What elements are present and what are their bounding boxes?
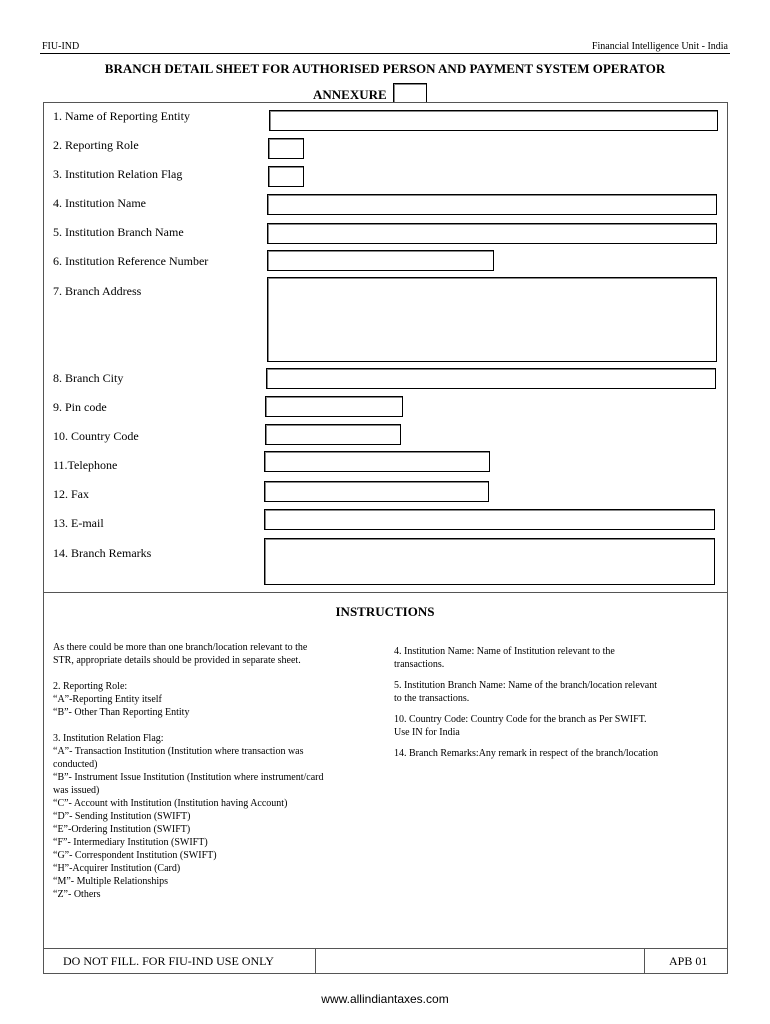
- footer-form-code: APB 01: [669, 954, 708, 968]
- instruction-line: 10. Country Code: Country Code for the branch as Per SWIFT.: [394, 714, 647, 725]
- input-institution-reference-number[interactable]: [267, 250, 494, 271]
- instruction-line: “A”- Transaction Institution (Institution where transaction was: [53, 746, 304, 757]
- footer-divider-right: [644, 948, 645, 973]
- label-branch-city: 8. Branch City: [53, 371, 124, 385]
- website-link[interactable]: www.allindiantaxes.com: [321, 992, 449, 1006]
- header-rule: [40, 53, 730, 54]
- instruction-line: As there could be more than one branch/location relevant to the: [53, 642, 308, 653]
- instruction-line: to the transactions.: [394, 693, 470, 704]
- instruction-line: “M”- Multiple Relationships: [53, 876, 168, 887]
- instruction-line: “E”-Ordering Institution (SWIFT): [53, 824, 191, 835]
- instruction-spacer: [394, 671, 724, 679]
- footer-divider-left: [315, 948, 316, 973]
- input-branch-city[interactable]: [266, 368, 716, 389]
- instruction-spacer: [394, 739, 724, 747]
- input-institution-relation-flag[interactable]: [268, 166, 304, 187]
- instruction-line: 4. Institution Name: Name of Institution relevant to the: [394, 646, 615, 657]
- input-pin-code[interactable]: [265, 396, 403, 417]
- instructions-left-column: [53, 641, 363, 901]
- instruction-line: 2. Reporting Role:: [53, 681, 128, 692]
- instruction-line: STR, appropriate details should be provided in separate sheet.: [53, 655, 301, 666]
- input-email[interactable]: [264, 509, 715, 530]
- instruction-spacer: [53, 667, 363, 680]
- instruction-line: transactions.: [394, 659, 445, 670]
- instruction-line: 3. Institution Relation Flag:: [53, 733, 164, 744]
- instruction-line: “B”- Instrument Issue Institution (Institution where instrument/card: [53, 772, 324, 783]
- header-left: FIU-IND: [42, 41, 80, 52]
- section-divider: [43, 592, 728, 593]
- input-reporting-role[interactable]: [268, 138, 304, 159]
- instruction-line: “D”- Sending Institution (SWIFT): [53, 811, 191, 822]
- label-telephone: 11.Telephone: [53, 458, 118, 472]
- footer-rule: [43, 948, 728, 949]
- instruction-line: “Z”- Others: [53, 889, 101, 900]
- instruction-line: Use IN for India: [394, 727, 460, 738]
- input-fax[interactable]: [264, 481, 489, 502]
- label-fax: 12. Fax: [53, 487, 89, 501]
- input-branch-remarks[interactable]: [264, 538, 715, 585]
- footer-fiu-use-only: DO NOT FILL. FOR FIU-IND USE ONLY: [63, 954, 274, 968]
- instruction-line: 14. Branch Remarks:Any remark in respect of the branch/location: [394, 748, 659, 759]
- input-name-of-reporting-entity[interactable]: [269, 110, 718, 131]
- label-institution-reference-number: 6. Institution Reference Number: [53, 254, 209, 268]
- label-institution-name: 4. Institution Name: [53, 196, 146, 210]
- input-branch-address[interactable]: [267, 277, 717, 362]
- header-right: Financial Intelligence Unit - India: [591, 41, 728, 52]
- annexure-input[interactable]: [393, 83, 427, 103]
- label-branch-address: 7. Branch Address: [53, 284, 142, 298]
- input-institution-name[interactable]: [267, 194, 717, 215]
- input-telephone[interactable]: [264, 451, 490, 472]
- instruction-line: “B”- Other Than Reporting Entity: [53, 707, 190, 718]
- label-institution-branch-name: 5. Institution Branch Name: [53, 225, 184, 239]
- label-reporting-role: 2. Reporting Role: [53, 138, 139, 152]
- instruction-spacer: [53, 719, 363, 732]
- label-pin-code: 9. Pin code: [53, 400, 107, 414]
- annexure-label: ANNEXURE: [313, 87, 387, 102]
- label-country-code: 10. Country Code: [53, 429, 139, 443]
- instruction-line: “A”-Reporting Entity itself: [53, 694, 162, 705]
- instruction-line: “H”-Acquirer Institution (Card): [53, 863, 181, 874]
- input-country-code[interactable]: [265, 424, 401, 445]
- label-email: 13. E-mail: [53, 516, 104, 530]
- instruction-line: 5. Institution Branch Name: Name of the branch/location relevant: [394, 680, 657, 691]
- instruction-line: “C”- Account with Institution (Institution having Account): [53, 798, 288, 809]
- label-name-of-reporting-entity: 1. Name of Reporting Entity: [53, 109, 190, 123]
- instruction-line: “F”- Intermediary Institution (SWIFT): [53, 837, 208, 848]
- label-branch-remarks: 14. Branch Remarks: [53, 546, 152, 560]
- instruction-line: conducted): [53, 759, 98, 770]
- instruction-line: “G”- Correspondent Institution (SWIFT): [53, 850, 217, 861]
- input-institution-branch-name[interactable]: [267, 223, 717, 244]
- instruction-spacer: [394, 705, 724, 713]
- instructions-title: INSTRUCTIONS: [335, 604, 435, 619]
- page-title: BRANCH DETAIL SHEET FOR AUTHORISED PERSON AND PAYMENT SYSTEM OPERATOR: [104, 61, 666, 76]
- instructions-right-column: [394, 645, 724, 760]
- instruction-line: was issued): [53, 785, 100, 796]
- label-institution-relation-flag: 3. Institution Relation Flag: [53, 167, 183, 181]
